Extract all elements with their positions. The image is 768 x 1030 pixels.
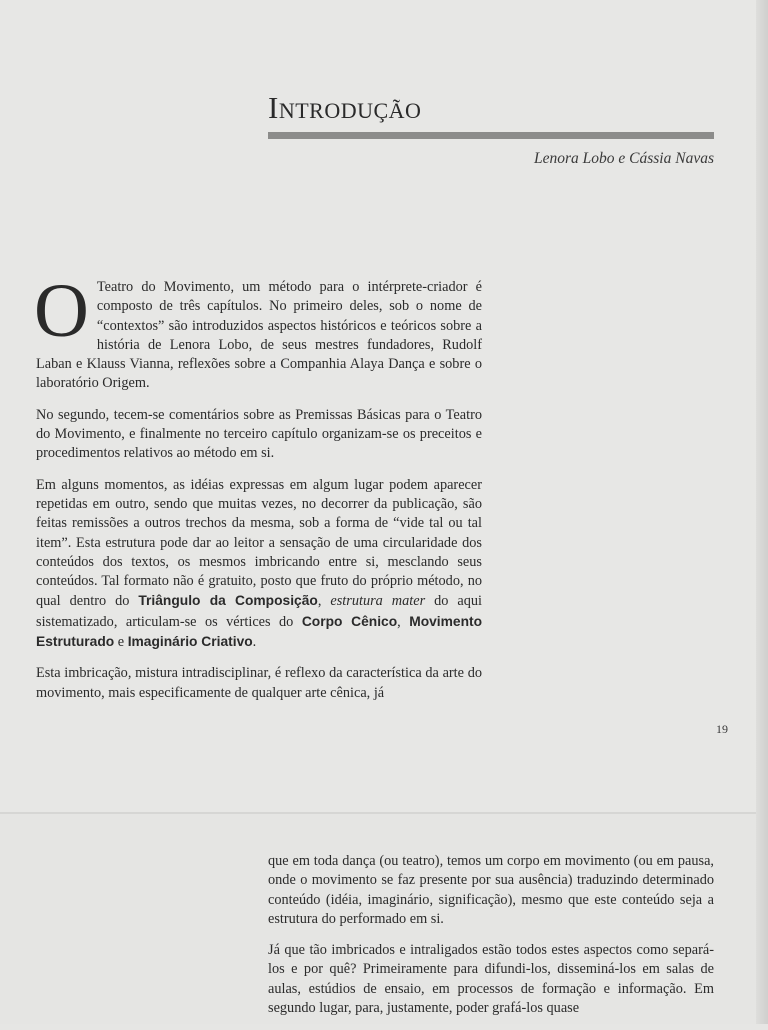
paragraph-4: Esta imbricação, mistura intradisciplinar, é reflexo da característica da arte do movimento, mais especificamente de qualquer arte cênica, já: [36, 665, 482, 701]
term-imaginario-criativo: Imaginário Criativo: [127, 634, 253, 650]
text-column-next-page: [268, 852, 714, 1030]
text-column: [34, 269, 483, 715]
paragraph-3-text-b: ,: [317, 593, 322, 610]
paragraph-3-text-c: do aqui sistematizado, articulam-se os vértices do: [36, 593, 483, 630]
paragraph-3-text-d: ,: [397, 613, 401, 630]
term-corpo-cenico: Corpo Cênico: [301, 613, 398, 629]
authors: Lenora Lobo e Cássia Navas: [534, 150, 714, 167]
term-movimento-estruturado: Movimento Estruturado: [36, 613, 483, 650]
paragraph-3-text-f: .: [252, 634, 257, 651]
chapter-title: Introdução: [268, 90, 422, 125]
paragraph-3-text-e: e: [117, 634, 125, 651]
paragraph-continued-2: Já que tão imbricados e intraligados estão todos estes aspectos como separá-los e por quê? Primeiramente para difundi-los, disseminá-los em salas de aulas, estúdios de ensaio, em processos de formação e informação. Em segundo lugar, para, justamente, poder grafá-los quase: [268, 942, 714, 1017]
paragraph-1-text: Teatro do Movimento, um método para o intérprete-criador é composto de três capítulos. No primeiro deles, sob o nome de “contextos” são introduzidos aspectos históricos e teóricos sobre a história de Lenora Lobo, de seus mestres fundadores, Rudolf Laban e Klauss Vianna, reflexões sobre a Companhia Alaya Dança e sobre o laboratório Origem.: [36, 279, 482, 392]
drop-cap: O: [34, 269, 89, 353]
page-number: 19: [716, 722, 728, 736]
term-estrutura-mater: estrutura mater: [330, 593, 426, 610]
paragraph-3: [36, 476, 482, 653]
paragraph-3-text-a: Em alguns momentos, as idéias expressas em algum lugar podem aparecer repetidas em outro, sendo que muitas vezes, no decorrer da publicação, são feitas remissões a outros trechos da mesma, sob a forma de “vide tal ou tal item”. Esta estrutura pode dar ao leitor a sensação de uma circularidade dos conteúdos dos textos, os mesmos imbricando entre si, mesclando seus conteúdos. Tal formato não é gratuito, posto que fruto do próprio método, no qual dentro do: [36, 476, 482, 610]
paragraph-continued-1: que em toda dança (ou teatro), temos um corpo em movimento (ou em pausa, onde o movimento se faz presente por sua ausência) traduzindo determinado conteúdo (idéia, imaginário, significação), mesmo que este conteúdo seja a estrutura do performado em si.: [268, 853, 714, 927]
paragraph-1: [34, 269, 482, 394]
page-edge: [756, 0, 768, 1024]
term-triangulo: Triângulo da Composição: [138, 593, 318, 609]
paragraph-2: No segundo, tecem-se comentários sobre as Premissas Básicas para o Teatro do Movimento, e finalmente no terceiro capítulo organizam-se os preceitos e procedimentos relativos ao método em si.: [36, 406, 482, 462]
title-rule: [268, 132, 714, 139]
